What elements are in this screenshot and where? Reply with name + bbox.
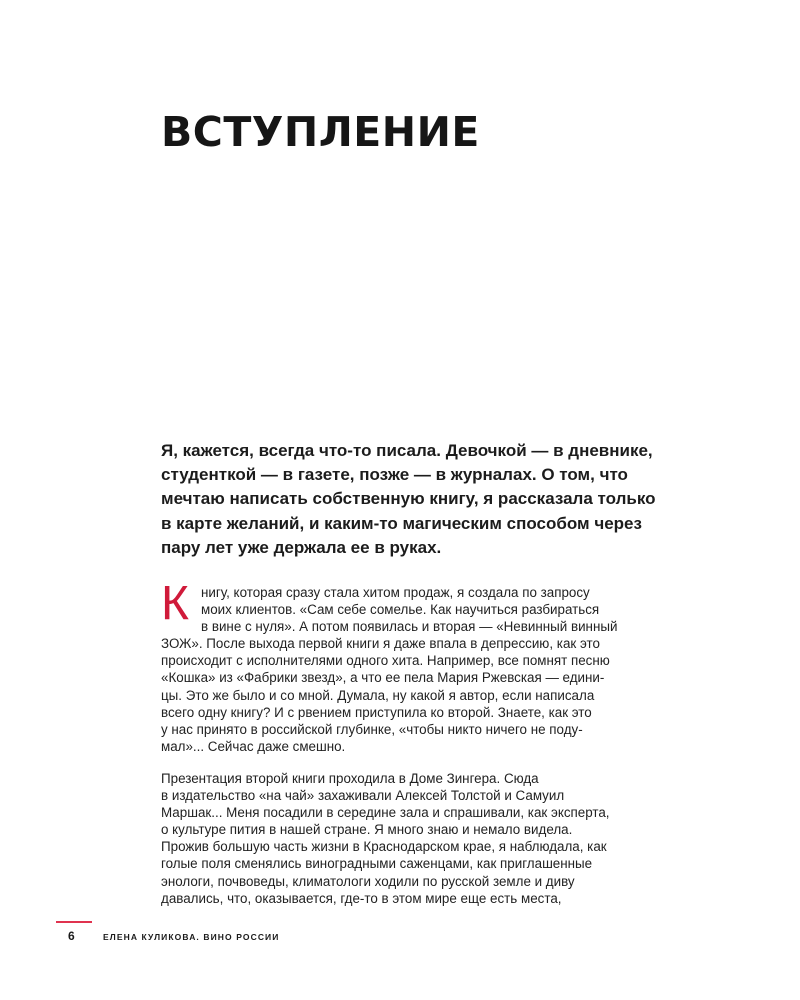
running-title: ЕЛЕНА КУЛИКОВА. ВИНО РОССИИ — [103, 932, 280, 942]
lead-line: мечтаю написать собственную книгу, я рассказала только — [161, 489, 656, 509]
lead-line: в карте желаний, и каким-то магическим способом через — [161, 513, 642, 533]
body-paragraph-2 — [161, 770, 681, 907]
paragraph-line: мал»... Сейчас даже смешно. — [161, 738, 346, 754]
paragraph-line: у нас принято в российской глубинке, «чтобы никто ничего не поду- — [161, 721, 583, 737]
paragraph-line: о культуре пития в нашей стране. Я много знаю и немало видела. — [161, 822, 573, 838]
paragraph-line: ЗОЖ». После выхода первой книги я даже впала в депрессию, как это — [161, 636, 600, 652]
paragraph-line: всего одну книгу? И с рвением приступила ко второй. Знаете, как это — [161, 704, 592, 720]
paragraph-line: нигу, которая сразу стала хитом продаж, я создала по запросу — [201, 585, 590, 600]
paragraph-line: «Кошка» из «Фабрики звезд», а что ее пела Мария Ржевская — едини- — [161, 670, 605, 686]
lead-paragraph — [161, 439, 681, 560]
paragraph-line: Прожив большую часть жизни в Краснодарском крае, я наблюдала, как — [161, 839, 607, 855]
lead-line: пару лет уже держала ее в руках. — [161, 537, 442, 557]
paragraph-line: энологи, почвоведы, климатологи ходили по русской земле и диву — [161, 873, 575, 889]
chapter-title: ВСТУПЛЕНИЕ — [161, 108, 480, 156]
lead-line: Я, кажется, всегда что-то писала. Девочкой — в дневнике, — [161, 441, 653, 460]
page-number: 6 — [68, 929, 75, 943]
paragraph-line: Маршак... Меня посадили в середине зала и спрашивали, как эксперта, — [161, 805, 610, 821]
paragraph-line: происходит с исполнителями одного хита. Например, все помнят песню — [161, 653, 610, 669]
paragraph-line: давались, что, оказывается, где-то в этом мире еще есть места, — [161, 890, 562, 906]
paragraph-line: цы. Это же было и со мной. Думала, ну какой я автор, если написала — [161, 687, 595, 703]
paragraph-line: Презентация второй книги проходила в Доме Зингера. Сюда — [161, 771, 539, 786]
drop-cap-letter: К — [161, 577, 189, 630]
paragraph-line: в издательство «на чай» захаживали Алексей Толстой и Самуил — [161, 788, 565, 804]
footer-accent-rule — [56, 921, 92, 923]
lead-line: студенткой — в газете, позже — в журналах. О том, что — [161, 465, 628, 485]
paragraph-line: моих клиентов. «Сам себе сомелье. Как научиться разбираться — [201, 602, 600, 618]
body-paragraph-1 — [161, 584, 681, 755]
paragraph-line: голые поля сменялись виноградными саженцами, как приглашенные — [161, 856, 593, 872]
paragraph-line: в вине с нуля». А потом появилась и вторая — «Невинный винный — [201, 619, 618, 635]
